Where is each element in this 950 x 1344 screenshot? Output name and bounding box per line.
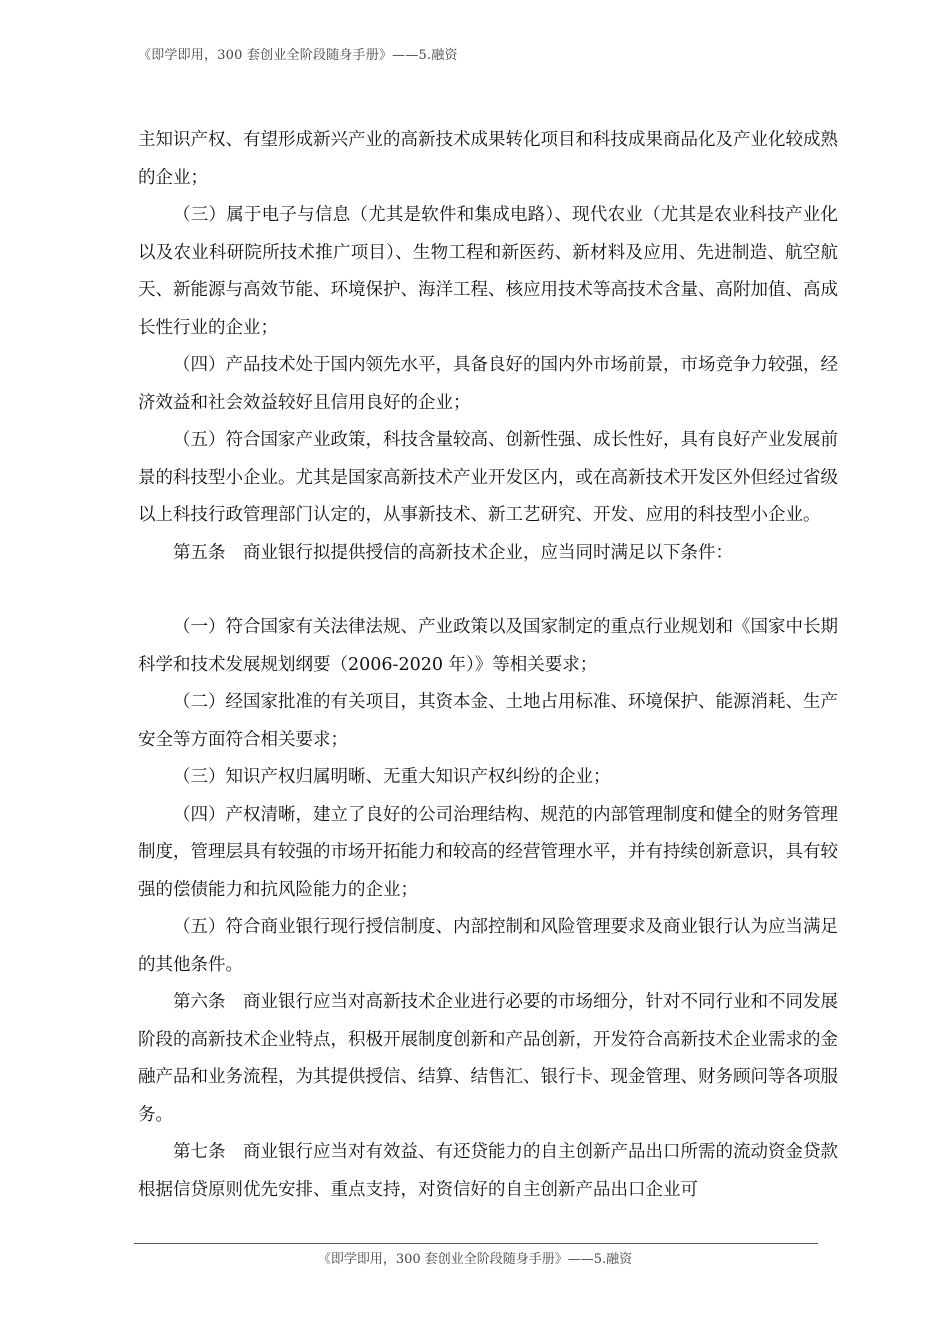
paragraph-item-4: （四）产品技术处于国内领先水平，具备良好的国内外市场前景，市场竞争力较强，经济效益和社会效益较好且信用良好的企业； <box>138 355 838 413</box>
article-7: 第七条 商业银行应当对有效益、有还贷能力的自主创新产品出口所需的流动资金贷款根据信贷原则优先安排、重点支持，对资信好的自主创新产品出口企业可 <box>138 1142 838 1200</box>
article-5-heading: 第五条 商业银行拟提供授信的高新技术企业，应当同时满足以下条件： <box>173 542 733 563</box>
paragraph-item-3: （三）属于电子与信息（尤其是软件和集成电路）、现代农业（尤其是农业科技产业化以及农业科研院所技术推广项目）、生物工程和新医药、新材料及应用、先进制造、航空航天、新能源与高效节能、环境保护、海洋工程、核应用技术等高技术含量、高附加值、高成长性行业的企业； <box>138 205 838 338</box>
page-footer: 《即学即用，300 套创业全阶段随身手册》——5.融资 <box>317 1252 633 1267</box>
blank-line <box>138 572 838 609</box>
condition-item-2: （二）经国家批准的有关项目，其资本金、土地占用标准、环境保护、能源消耗、生产安全等方面符合相关要求； <box>138 692 838 750</box>
condition-item-4: （四）产权清晰，建立了良好的公司治理结构、规范的内部管理制度和健全的财务管理制度，管理层具有较强的市场开拓能力和较高的经营管理水平，并有持续创新意识，具有较强的偿债能力和抗风险能力的企业； <box>138 804 838 900</box>
condition-item-3: （三）知识产权归属明晰、无重大知识产权纠纷的企业； <box>173 767 611 787</box>
condition-item-5: （五）符合商业银行现行授信制度、内部控制和风险管理要求及商业银行认为应当满足的其他条件。 <box>138 917 838 975</box>
footer-divider <box>134 1243 818 1244</box>
condition-item-1: （一）符合国家有关法律法规、产业政策以及国家制定的重点行业规划和《国家中长期科学和技术发展规划纲要（2006-2020 年）》等相关要求； <box>138 617 838 675</box>
article-6: 第六条 商业银行应当对高新技术企业进行必要的市场细分，针对不同行业和不同发展阶段的高新技术企业特点，积极开展制度创新和产品创新，开发符合高新技术企业需求的金融产品和业务流程，为其提供授信、结算、结售汇、银行卡、现金管理、财务顾问等各项服务。 <box>138 992 838 1125</box>
page-header: 《即学即用，300 套创业全阶段随身手册》——5.融资 <box>138 48 458 63</box>
document-body <box>138 122 838 1209</box>
paragraph-item-5: （五）符合国家产业政策，科技含量较高、创新性强、成长性好，具有良好产业发展前景的科技型小企业。尤其是国家高新技术产业开发区内，或在高新技术开发区外但经过省级以上科技行政管理部门认定的，从事新技术、新工艺研究、开发、应用的科技型小企业。 <box>138 430 838 525</box>
paragraph-continuation: 主知识产权、有望形成新兴产业的高新技术成果转化项目和科技成果商品化及产业化较成熟的企业； <box>138 130 838 188</box>
